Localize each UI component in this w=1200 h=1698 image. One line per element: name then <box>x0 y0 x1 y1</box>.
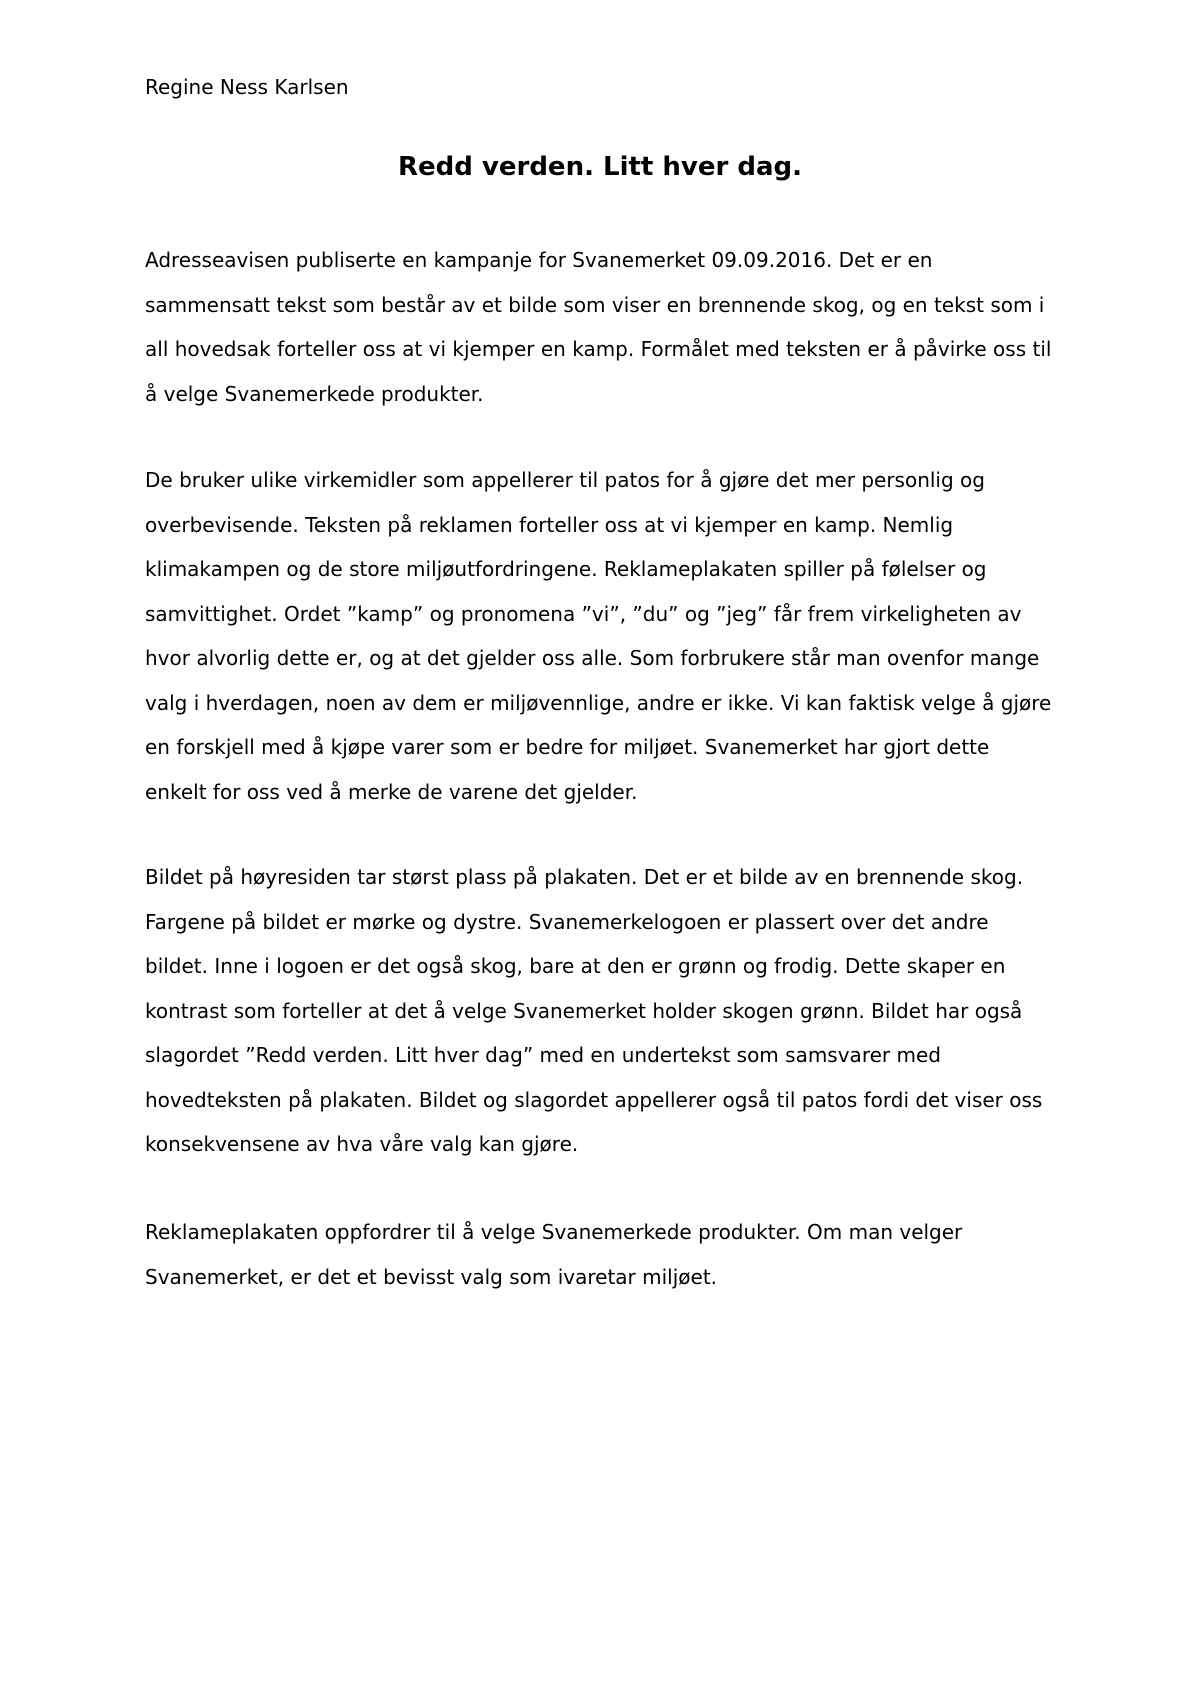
document-title: Redd verden. Litt hver dag. <box>397 152 802 182</box>
paragraph-line: klimakampen og de store miljøutfordringene. Reklameplakaten spiller på følelser og <box>145 557 987 581</box>
paragraph-line: hovedteksten på plakaten. Bildet og slagordet appellerer også til patos fordi det viser oss <box>145 1087 1043 1112</box>
paragraph-4 <box>145 1210 1065 1299</box>
paragraph-line: samvittighet. Ordet ”kamp” og pronomena ”vi”, ”du” og ”jeg” får frem virkeligheten av <box>145 601 1022 626</box>
paragraph-line: Bildet på høyresiden tar størst plass på plakaten. Det er et bilde av en brennende skog. <box>145 865 1024 889</box>
paragraph-line: bildet. Inne i logoen er det også skog, bare at den er grønn og frodig. Dette skaper en <box>145 954 1006 978</box>
paragraph-line: valg i hverdagen, noen av dem er miljøvennlige, andre er ikke. Vi kan faktisk velge å gjøre <box>145 690 1052 715</box>
paragraph-line: en forskjell med å kjøpe varer som er bedre for miljøet. Svanemerket har gjort dette <box>145 735 990 759</box>
paragraph-2 <box>145 458 1065 814</box>
paragraph-line: Svanemerket, er det et bevisst valg som ivaretar miljøet. <box>145 1264 718 1289</box>
paragraph-line: slagordet ”Redd verden. Litt hver dag” med en undertekst som samsvarer med <box>145 1043 941 1067</box>
paragraph-line: hvor alvorlig dette er, og at det gjelder oss alle. Som forbrukere står man ovenfor mange <box>145 646 1040 670</box>
paragraph-line: all hovedsak forteller oss at vi kjemper en kamp. Formålet med teksten er å påvirke oss til <box>145 337 1052 361</box>
paragraph-line: Adresseavisen publiserte en kampanje for Svanemerket 09.09.2016. Det er en <box>145 248 933 272</box>
paragraph-line: kontrast som forteller at det å velge Svanemerket holder skogen grønn. Bildet har også <box>145 998 1023 1023</box>
paragraph-line: overbevisende. Teksten på reklamen forteller oss at vi kjemper en kamp. Nemlig <box>145 512 954 537</box>
paragraph-line: De bruker ulike virkemidler som appellerer til patos for å gjøre det mer personlig og <box>145 468 985 492</box>
author-name: Regine Ness Karlsen <box>145 75 349 99</box>
paragraph-line: Reklameplakaten oppfordrer til å velge Svanemerkede produkter. Om man velger <box>145 1220 963 1244</box>
paragraph-1 <box>145 238 1065 416</box>
paragraph-3 <box>145 855 1065 1167</box>
paragraph-line: konsekvensene av hva våre valg kan gjøre. <box>145 1132 579 1156</box>
paragraph-line: sammensatt tekst som består av et bilde som viser en brennende skog, og en tekst som i <box>145 292 1045 317</box>
paragraph-line: enkelt for oss ved å merke de varene det gjelder. <box>145 779 638 804</box>
paragraph-line: Fargene på bildet er mørke og dystre. Svanemerkelogoen er plassert over det andre <box>145 909 989 934</box>
paragraph-line: å velge Svanemerkede produkter. <box>145 381 484 406</box>
